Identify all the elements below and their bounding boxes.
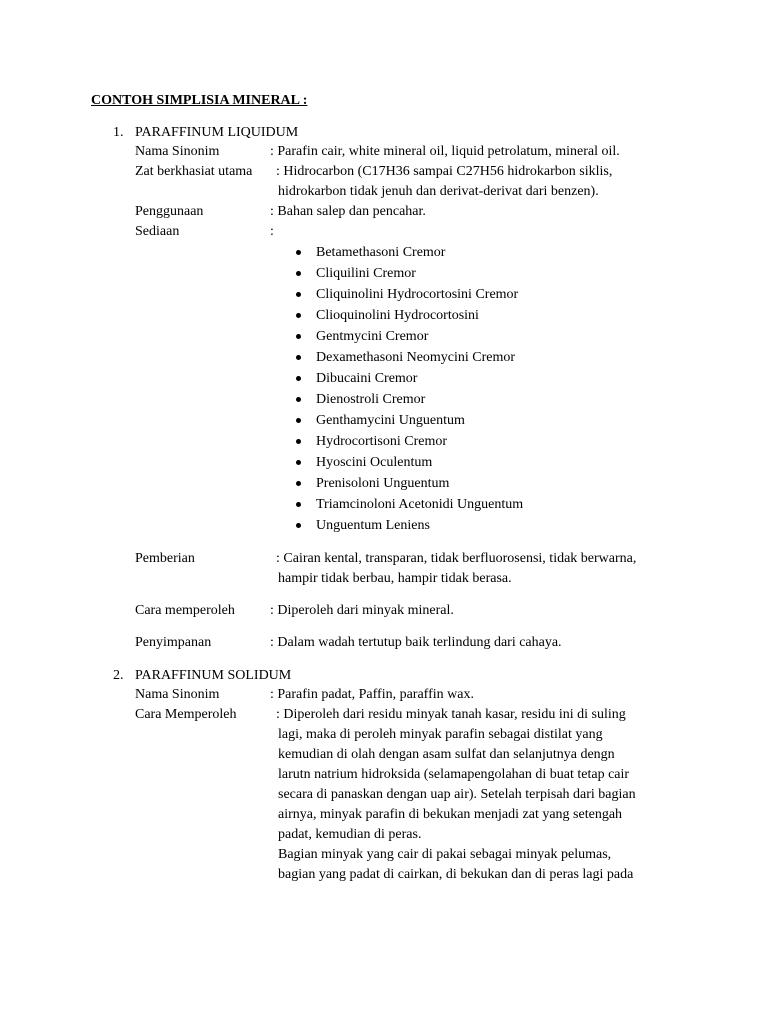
list-item: Hydrocortisoni Cremor [316,434,448,449]
bullet-icon [296,355,301,360]
page-title: CONTOH SIMPLISIA MINERAL : [91,93,308,108]
zat-berkhasiat-value-line-1: : Hidrocarbon (C17H36 sampai C27H56 hidrokarbon siklis, [276,164,613,179]
cara-memperoleh-2-line: larutn natrium hidroksida (selamapengolahan di buat tetap cair [278,767,630,782]
list-item: Cliquilini Cremor [316,266,416,281]
penggunaan-label: Penggunaan [135,204,204,219]
zat-berkhasiat-label: Zat berkhasiat utama [135,164,253,179]
bullet-icon [296,460,301,465]
cara-memperoleh-2-label: Cara Memperoleh [135,707,237,722]
bullet-icon [296,292,301,297]
nama-sinonim-2-value: : Parafin padat, Paffin, paraffin wax. [270,687,474,702]
cara-memperoleh-2-line: lagi, maka di peroleh minyak parafin sebagai distilat yang [278,727,603,742]
sediaan-label: Sediaan [135,224,180,239]
list-item: Gentmycini Cremor [316,329,429,344]
section-1-number: 1. [113,125,124,140]
bullet-icon [296,523,301,528]
list-item: Clioquinolini Hydrocortosini [316,308,479,323]
sediaan-colon: : [270,224,274,239]
bullet-icon [296,376,301,381]
pemberian-label: Pemberian [135,551,195,566]
cara-memperoleh-2-line: : Diperoleh dari residu minyak tanah kasar, residu ini di suling [276,707,626,722]
cara-memperoleh-2-line: airnya, minyak parafin di bekukan menjadi zat yang setengah [278,807,623,822]
list-item: Betamethasoni Cremor [316,245,446,260]
penyimpanan-value: : Dalam wadah tertutup baik terlindung dari cahaya. [270,635,562,650]
cara-memperoleh-2-line: kemudian di olah dengan asam sulfat dan selanjutnya dengn [278,747,615,762]
list-item: Dienostroli Cremor [316,392,426,407]
cara-memperoleh-label: Cara memperoleh [135,603,235,618]
list-item: Genthamycini Unguentum [316,413,465,428]
list-item: Unguentum Leniens [316,518,430,533]
nama-sinonim-2-label: Nama Sinonim [135,687,220,702]
cara-memperoleh-2-line: padat, kemudian di peras. [278,827,422,842]
section-2-heading: PARAFFINUM SOLIDUM [135,668,292,683]
bullet-icon [296,271,301,276]
bullet-icon [296,418,301,423]
list-item: Hyoscini Oculentum [316,455,433,470]
zat-berkhasiat-value-line-2: hidrokarbon tidak jenuh dan derivat-derivat dari benzen). [278,184,599,199]
pemberian-value-line-1: : Cairan kental, transparan, tidak berfluorosensi, tidak berwarna, [276,551,637,566]
cara-memperoleh-2-line: secara di panaskan dengan uap air). Setelah terpisah dari bagian [278,787,636,802]
cara-memperoleh-value: : Diperoleh dari minyak mineral. [270,603,454,618]
bullet-icon [296,481,301,486]
bullet-icon [296,313,301,318]
bullet-icon [296,397,301,402]
cara-memperoleh-2-line: Bagian minyak yang cair di pakai sebagai minyak pelumas, [278,847,612,862]
penggunaan-value: : Bahan salep dan pencahar. [270,204,426,219]
pemberian-value-line-2: hampir tidak berbau, hampir tidak berasa. [278,571,512,586]
bullet-icon [296,502,301,507]
section-1-heading: PARAFFINUM LIQUIDUM [135,125,299,140]
nama-sinonim-value: : Parafin cair, white mineral oil, liquid petrolatum, mineral oil. [270,144,620,159]
penyimpanan-label: Penyimpanan [135,635,212,650]
list-item: Dexamethasoni Neomycini Cremor [316,350,516,365]
section-2-number: 2. [113,668,124,683]
list-item: Cliquinolini Hydrocortosini Cremor [316,287,519,302]
bullet-icon [296,439,301,444]
list-item: Dibucaini Cremor [316,371,418,386]
bullet-icon [296,334,301,339]
cara-memperoleh-2-line: bagian yang padat di cairkan, di bekukan dan di peras lagi pada [278,867,634,882]
list-item: Triamcinoloni Acetonidi Unguentum [316,497,524,512]
list-item: Prenisoloni Unguentum [316,476,450,491]
bullet-icon [296,250,301,255]
nama-sinonim-label: Nama Sinonim [135,144,220,159]
